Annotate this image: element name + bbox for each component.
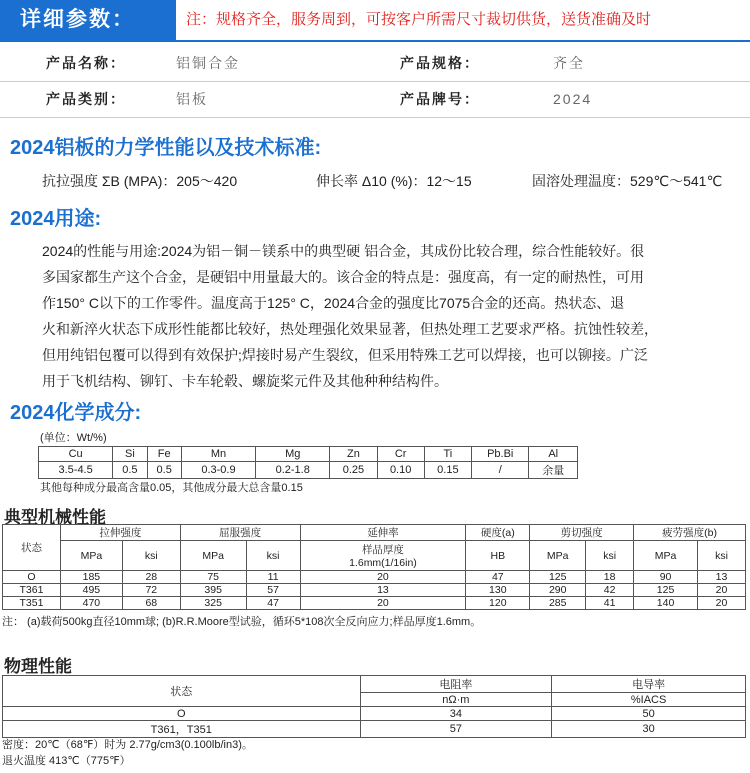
usage-line: 2024的性能与用途:2024为铝－铜－镁系中的典型硬 铝合金，其成份比较合理，综合性能较好。很 <box>42 243 645 259</box>
unit-thickness: 样品厚度 1.6mm(1/16in) <box>300 541 466 571</box>
cell: 18 <box>586 571 634 584</box>
element-cell: Ti <box>424 447 471 462</box>
table-row <box>3 541 746 571</box>
spec-name-value: 铝铜合金 <box>176 55 240 71</box>
value-cell: 0.25 <box>330 462 377 479</box>
cell: T361 <box>3 584 61 597</box>
col-resist: 电阻率 <box>360 676 552 693</box>
usage-heading: 2024用途: <box>10 208 102 230</box>
typical-note: 注： (a)载荷500kg直径10mm球; (b)R.R.Moore型试验，循环5*108次全反向应力;样品厚度1.6mm。 <box>2 616 482 628</box>
value-cell: 余量 <box>529 462 578 479</box>
cell: 495 <box>60 584 122 597</box>
cell: 42 <box>586 584 634 597</box>
cell: 20 <box>300 597 466 610</box>
physical-table <box>2 675 746 738</box>
spec-spec-value: 齐全 <box>553 55 585 71</box>
cell: 20 <box>698 584 746 597</box>
col-tensile: 拉伸强度 <box>60 525 180 541</box>
cell: 120 <box>466 597 530 610</box>
usage-line: 多国家都生产这个合金，是硬铝中用量最大的。该合金的特点是：强度高，有一定的耐热性，可用 <box>42 269 644 285</box>
table-row <box>39 447 578 462</box>
element-cell: Mn <box>181 447 255 462</box>
table-row <box>3 597 746 610</box>
cell: 57 <box>360 721 552 738</box>
table-row <box>3 525 746 541</box>
usage-line: 作150° C以下的工作零件。温度高于125° C，2024合金的强度比7075合金的还高。热状态、退 <box>42 295 625 311</box>
cell: 20 <box>300 571 466 584</box>
element-cell: Al <box>529 447 578 462</box>
cell: 395 <box>180 584 246 597</box>
unit-cond: %IACS <box>552 693 746 707</box>
cell: 57 <box>246 584 300 597</box>
spec-name-label: 产品名称： <box>46 55 126 71</box>
cell: 47 <box>246 597 300 610</box>
value-cell: 0.2-1.8 <box>256 462 330 479</box>
unit-mpa: MPa <box>634 541 698 571</box>
chemical-unit: (单位：Wt/%) <box>40 432 107 444</box>
spec-category-label: 产品类别： <box>46 91 126 107</box>
unit-hb: HB <box>466 541 530 571</box>
cell: 34 <box>360 707 552 721</box>
spec-spec-label: 产品规格： <box>400 55 480 71</box>
col-state: 状态 <box>3 676 361 707</box>
cell: 130 <box>466 584 530 597</box>
unit-ksi: ksi <box>122 541 180 571</box>
mechanical-heading: 2024铝板的力学性能以及技术标准: <box>10 137 322 159</box>
element-cell: Pb.Bi <box>471 447 528 462</box>
cell: 72 <box>122 584 180 597</box>
spec-brand-value: 2024 <box>553 91 593 107</box>
col-state: 状态 <box>3 525 61 571</box>
cell: 11 <box>246 571 300 584</box>
cell: 47 <box>466 571 530 584</box>
physical-heading: 物理性能 <box>4 657 72 676</box>
table-row <box>3 676 746 693</box>
cell: 50 <box>552 707 746 721</box>
chemical-table <box>38 446 578 479</box>
tensile-strength: 抗拉强度 ΣB (MPA)：205～420 <box>42 173 238 189</box>
cell: 185 <box>60 571 122 584</box>
table-row <box>3 707 746 721</box>
solution-temp: 固溶处理温度：529℃～541℃ <box>532 173 723 189</box>
cell: 13 <box>300 584 466 597</box>
unit-ksi: ksi <box>698 541 746 571</box>
unit-mpa: MPa <box>60 541 122 571</box>
density-note: 密度：20℃（68℉）时为 2.77g/cm3(0.100lb/in3)。 <box>2 739 253 751</box>
cell: 20 <box>698 597 746 610</box>
usage-paragraph <box>42 238 702 394</box>
col-shear: 剪切强度 <box>530 525 634 541</box>
header-divider <box>0 40 750 42</box>
table-row <box>3 721 746 738</box>
element-cell: Cr <box>377 447 424 462</box>
value-cell: 0.10 <box>377 462 424 479</box>
cell: 68 <box>122 597 180 610</box>
col-hard: 硬度(a) <box>466 525 530 541</box>
cell: T351 <box>3 597 61 610</box>
element-cell: Mg <box>256 447 330 462</box>
col-yield: 屈服强度 <box>180 525 300 541</box>
cell: 75 <box>180 571 246 584</box>
cell: 125 <box>634 584 698 597</box>
table-row <box>39 462 578 479</box>
element-cell: Fe <box>147 447 181 462</box>
table-row <box>3 584 746 597</box>
spec-brand-label: 产品牌号： <box>400 91 480 107</box>
cell: 470 <box>60 597 122 610</box>
cell: O <box>3 571 61 584</box>
value-cell: 3.5-4.5 <box>39 462 113 479</box>
cell: 30 <box>552 721 746 738</box>
value-cell: 0.3-0.9 <box>181 462 255 479</box>
element-cell: Cu <box>39 447 113 462</box>
cell: T361，T351 <box>3 721 361 738</box>
cell: 28 <box>122 571 180 584</box>
cell: 90 <box>634 571 698 584</box>
cell: O <box>3 707 361 721</box>
table-row <box>3 571 746 584</box>
unit-mpa: MPa <box>180 541 246 571</box>
cell: 13 <box>698 571 746 584</box>
anneal-note: 退火温度 413℃（775℉） <box>2 755 131 767</box>
col-elong: 延伸率 <box>300 525 466 541</box>
spec-divider <box>0 117 750 118</box>
spec-category-value: 铝板 <box>176 91 208 107</box>
cell: 41 <box>586 597 634 610</box>
unit-ksi: ksi <box>246 541 300 571</box>
value-cell: / <box>471 462 528 479</box>
typical-heading: 典型机械性能 <box>4 508 106 527</box>
typical-table <box>2 524 746 610</box>
usage-line: 但用纯铝包覆可以得到有效保护;焊接时易产生裂纹，但采用特殊工艺可以焊接，也可以铆接。广泛 <box>42 347 648 363</box>
col-cond: 电导率 <box>552 676 746 693</box>
element-cell: Zn <box>330 447 377 462</box>
elongation: 伸长率 Δ10 (%)：12～15 <box>316 173 472 189</box>
usage-line: 火和新淬火状态下成形性能都比较好，热处理强化效果显著，但热处理工艺要求严格。抗蚀性较差， <box>42 321 658 337</box>
cell: 125 <box>530 571 586 584</box>
value-cell: 0.5 <box>147 462 181 479</box>
cell: 290 <box>530 584 586 597</box>
element-cell: Si <box>113 447 147 462</box>
unit-ksi: ksi <box>586 541 634 571</box>
chemical-note: 其他每种成分最高含量0.05，其他成分最大总含量0.15 <box>40 482 303 494</box>
unit-mpa: MPa <box>530 541 586 571</box>
header-title: 详细参数： <box>0 0 176 40</box>
unit-resist: nΩ·m <box>360 693 552 707</box>
col-fatigue: 疲劳强度(b) <box>634 525 746 541</box>
value-cell: 0.15 <box>424 462 471 479</box>
cell: 325 <box>180 597 246 610</box>
header-note: 注：规格齐全，服务周到，可按客户所需尺寸裁切供货，送货准确及时 <box>186 11 652 28</box>
value-cell: 0.5 <box>113 462 147 479</box>
cell: 140 <box>634 597 698 610</box>
cell: 285 <box>530 597 586 610</box>
usage-line: 用于飞机结构、铆钉、卡车轮毂、螺旋桨元件及其他种种结构件。 <box>42 373 448 389</box>
chemical-heading: 2024化学成分: <box>10 402 142 424</box>
